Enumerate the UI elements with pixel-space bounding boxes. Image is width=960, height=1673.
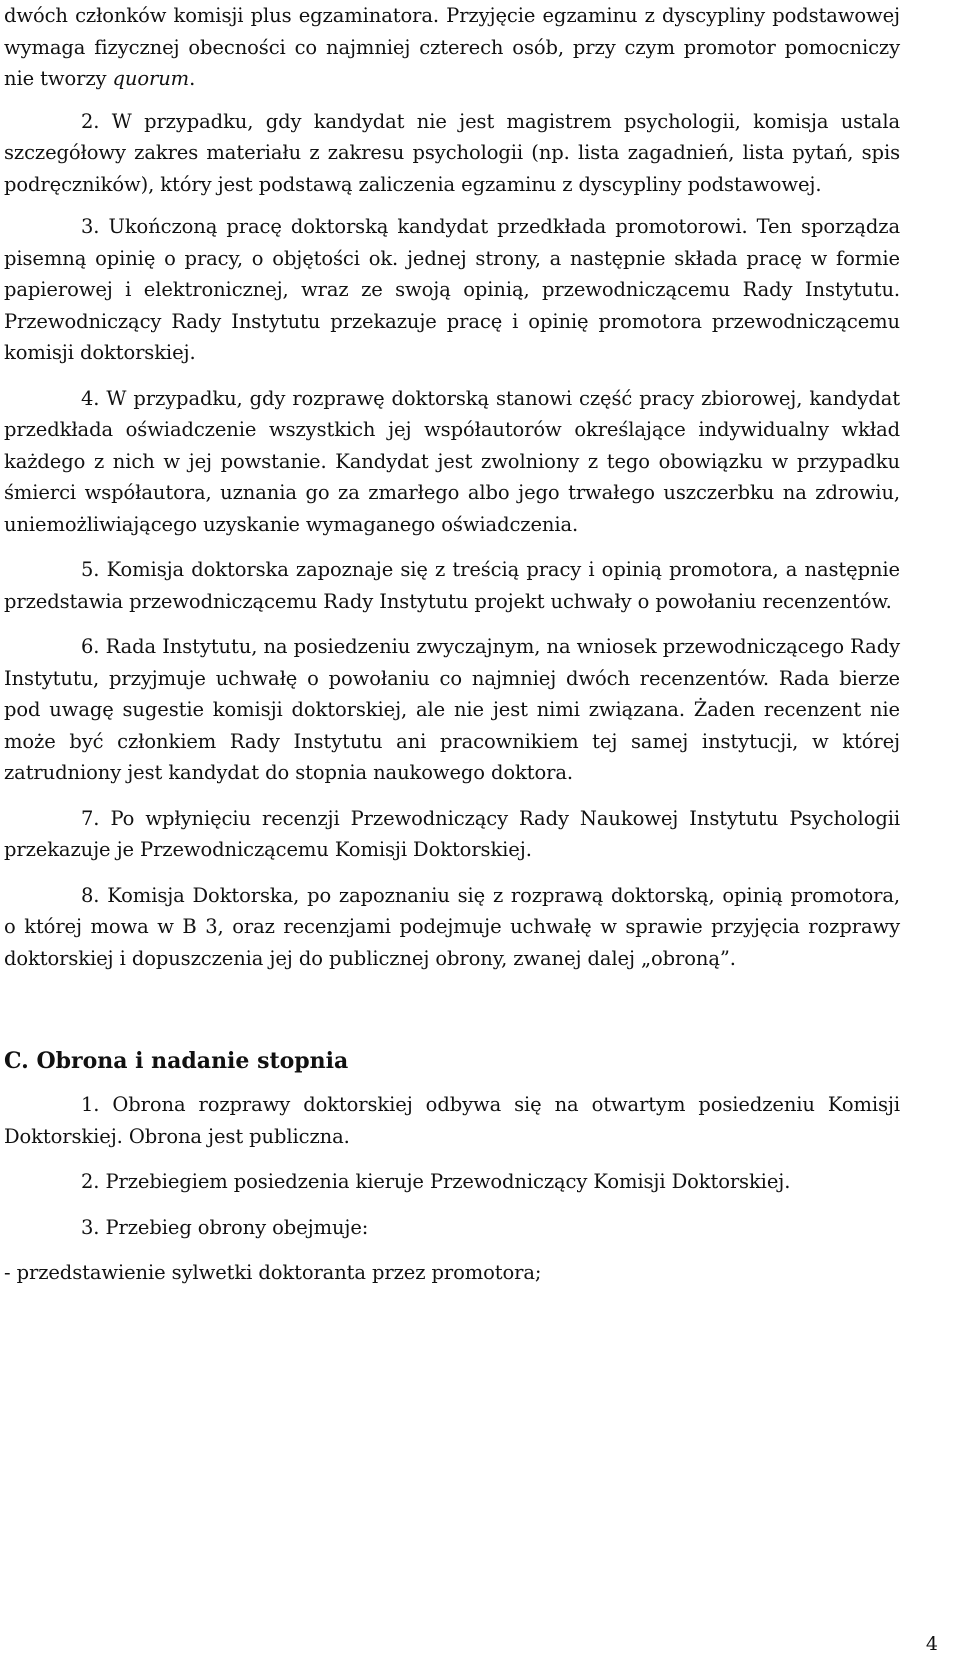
paragraph-c1: 1. Obrona rozprawy doktorskiej odbywa się na otwartym posiedzeniu Komisji Doktorskiej. Obrona jest publiczna. — [4, 1093, 900, 1148]
paragraph-c3: 3. Przebieg obrony obejmuje: — [81, 1215, 369, 1239]
intro-paragraph — [4, 0, 900, 95]
paragraph-b4: 4. W przypadku, gdy rozprawę doktorską stanowi część pracy zbiorowej, kandydat przedkłada oświadczenie wszystkich jej współautorów określające indywidualny wkład każdego z nich w jej powstanie. Kandydat jest zwolniony z tego obowiązku w przypadku śmierci współautora, uznania go za zmarłego albo jego trwałego uszczerbku na zdrowiu, uniemożliwiającego uzyskanie wymaganego oświadczenia. — [4, 386, 900, 536]
intro-text: dwóch członków komisji plus egzaminatora. Przyjęcie egzaminu z dyscypliny podstawowej wymaga fizycznej obecności co najmniej czterech osób, przy czym promotor pomocniczy nie tworzy — [4, 4, 900, 90]
list-item-sylwetka: - przedstawienie sylwetki doktoranta przez promotora; — [4, 1261, 542, 1284]
paragraph-b6: 6. Rada Instytutu, na posiedzeniu zwyczajnym, na wniosek przewodniczącego Rady Instytutu, przyjmuje uchwałę o powołaniu co najmniej dwóch recenzentów. Rada bierze pod uwagę sugestie komisji doktorskiej, ale nie jest nimi związana. Żaden recenzent nie może być członkiem Rady Instytutu ani pracownikiem tej samej instytucji, w której zatrudniony jest kandydat do stopnia naukowego doktora. — [4, 635, 900, 784]
intro-end: . — [189, 67, 196, 90]
intro-italic-term: quorum — [112, 67, 190, 90]
paragraph-c2: 2. Przebiegiem posiedzenia kieruje Przewodniczący Komisji Doktorskiej. — [81, 1170, 791, 1193]
page-number: 4 — [925, 1633, 938, 1655]
paragraph-b2: 2. W przypadku, gdy kandydat nie jest magistrem psychologii, komisja ustala szczegółowy zakres materiału z zakresu psychologii (np. lista zagadnień, lista pytań, spis podręczników), który jest podstawą zaliczenia egzaminu z dyscypliny podstawowej. — [4, 109, 900, 196]
paragraph-b8: 8. Komisja Doktorska, po zapoznaniu się z rozprawą doktorską, opinią promotora, o której mowa w B 3, oraz recenzjami podejmuje uchwałę w sprawie przyjęcia rozprawy doktorskiej i dopuszczenia jej do publicznej obrony, zwanej dalej „obroną”. — [4, 883, 900, 970]
document-page — [4, 0, 900, 1289]
paragraph-b3: 3. Ukończoną pracę doktorską kandydat przedkłada promotorowi. Ten sporządza pisemną opinię o pracy, o objętości ok. jednej strony, a następnie składa pracę w formie papierowej i elektronicznej, wraz ze swoją opinią, przewodniczącemu Rady Instytutu. Przewodniczący Rady Instytutu przekazuje pracę i opinię promotora przewodniczącemu komisji doktorskiej. — [4, 215, 900, 364]
paragraph-b7: 7. Po wpłynięciu recenzji Przewodniczący Rady Naukowej Instytutu Psychologii przekazuje je Przewodniczącemu Komisji Doktorskiej. — [4, 806, 900, 861]
section-c-heading: C. Obrona i nadanie stopnia — [4, 1048, 349, 1074]
paragraph-b5: 5. Komisja doktorska zapoznaje się z treścią pracy i opinią promotora, a następnie przedstawia przewodniczącemu Rady Instytutu projekt uchwały o powołaniu recenzentów. — [4, 558, 900, 613]
